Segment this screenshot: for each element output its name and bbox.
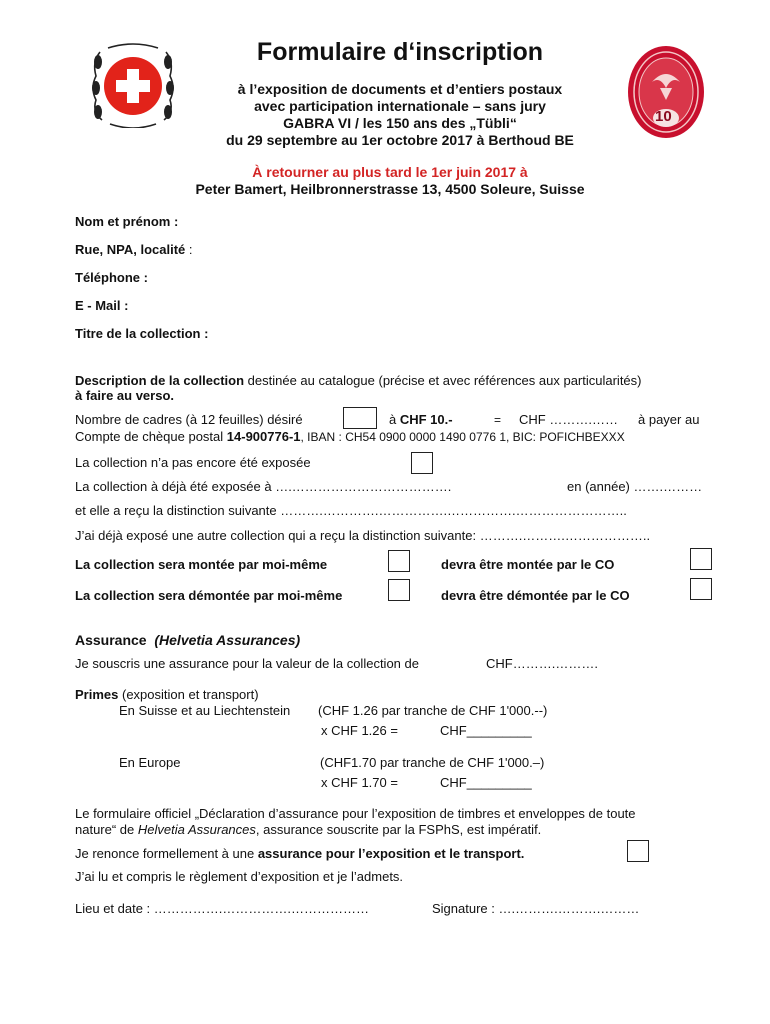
- frames-equals: =: [494, 413, 502, 427]
- frames-count-box[interactable]: [343, 407, 377, 429]
- ch-multiplier: x CHF 1.26 =: [321, 723, 398, 738]
- subtitle-line-2: avec participation internationale – sans jury: [254, 98, 546, 114]
- email-field-label: E - Mail :: [75, 298, 129, 313]
- description-bold: Description de la collection: [75, 373, 245, 388]
- street-field-label-text: Rue, NPA, localité: [75, 242, 186, 257]
- not-exposed-label: La collection n’a pas encore été exposée: [75, 455, 311, 470]
- street-field-colon: :: [185, 242, 193, 257]
- primes-bold: Primes: [75, 687, 119, 702]
- insurance-subscribe-label: Je souscris une assurance pour la valeur de la collection de: [75, 656, 419, 671]
- rules-acknowledgement: J’ai lu et compris le règlement d’exposition et je l’admets.: [75, 869, 404, 884]
- official-2b: Helvetia Assurances: [137, 822, 256, 837]
- unmount-co-label: devra être démontée par le CO: [441, 588, 630, 603]
- stamp-value: 10: [655, 108, 672, 125]
- mount-co-label: devra être montée par le CO: [441, 557, 615, 572]
- not-exposed-checkbox[interactable]: [411, 452, 433, 474]
- insurance-heading-text: Assurance: [75, 632, 147, 648]
- frames-label: Nombre de cadres (à 12 feuilles) désiré: [75, 412, 303, 427]
- renounce-b: assurance pour l’exposition et le transport.: [257, 846, 525, 861]
- ch-amount-field: CHF_________: [440, 723, 532, 738]
- primes-label: [75, 687, 259, 702]
- iban-bic: , IBAN : CH54 0900 0000 1490 0776 1, BIC: POFICHBEXXX: [300, 430, 625, 444]
- insurance-company: (Helvetia Assurances): [154, 632, 301, 648]
- form-title: Formulaire d‘inscription: [256, 38, 544, 66]
- eu-amount-field: CHF_________: [440, 775, 532, 790]
- description-line-2: à faire au verso.: [75, 388, 174, 403]
- primes-rest: (exposition et transport): [118, 687, 259, 702]
- name-field-label: Nom et prénom :: [75, 214, 179, 229]
- distinction-label: et elle a reçu la distinction suivante ……….………….…………….…………….……………………..: [75, 503, 627, 518]
- mount-co-checkbox[interactable]: [690, 548, 712, 570]
- other-collection-label: J’ai déjà exposé une autre collection qui a reçu la distinction suivante: ……….……….………………..: [75, 528, 651, 543]
- insurance-heading: [75, 632, 300, 648]
- unmount-co-checkbox[interactable]: [690, 578, 712, 600]
- official-2c: , assurance souscrite par la FSPhS, est impératif.: [255, 822, 542, 837]
- account-line: [75, 429, 625, 444]
- return-address: Peter Bamert, Heilbronnerstrasse 13, 4500 Soleure, Suisse: [195, 181, 585, 197]
- signature-field: Signature : ….……….……….………: [432, 901, 640, 916]
- renounce-label: [75, 846, 524, 861]
- frames-price: [389, 412, 453, 427]
- eu-label: En Europe: [119, 755, 181, 770]
- account-number: 14-900776-1: [226, 429, 301, 444]
- return-notice: À retourner au plus tard le 1er juin 2017 à: [252, 164, 528, 180]
- already-exposed-label: La collection à déjà été exposée à ….……………………………….: [75, 479, 452, 494]
- official-form-line-2: [75, 822, 541, 837]
- official-2a: nature“ de: [75, 822, 138, 837]
- place-date-field: Lieu et date : …………….…………….………………: [75, 901, 370, 916]
- frames-price-value: CHF 10.-: [399, 412, 453, 427]
- subtitle-line-4: du 29 septembre au 1er octobre 2017 à Berthoud BE: [226, 132, 574, 148]
- renounce-checkbox[interactable]: [627, 840, 649, 862]
- frames-pay-label: à payer au: [638, 412, 700, 427]
- collection-title-label: Titre de la collection :: [75, 326, 209, 341]
- mount-self-label: La collection sera montée par moi-même: [75, 557, 328, 572]
- mount-self-checkbox[interactable]: [388, 550, 410, 572]
- ch-rate: (CHF 1.26 par tranche de CHF 1'000.--): [318, 703, 548, 718]
- description-rest: destinée au catalogue (précise et avec références aux particularités): [244, 373, 642, 388]
- phone-field-label: Téléphone :: [75, 270, 148, 285]
- eu-multiplier: x CHF 1.70 =: [321, 775, 398, 790]
- frames-price-prefix: à: [389, 412, 400, 427]
- subtitle-line-1: à l’exposition de documents et d’entiers postaux: [237, 81, 563, 97]
- description-line-1: [75, 373, 642, 388]
- ch-label: En Suisse et au Liechtenstein: [119, 703, 291, 718]
- unmount-self-checkbox[interactable]: [388, 579, 410, 601]
- street-field-label: [75, 242, 193, 257]
- subtitle-line-3: GABRA VI / les 150 ans des „Tübli“: [283, 115, 517, 131]
- official-form-line-1: Le formulaire officiel „Déclaration d’assurance pour l’exposition de timbres et enveloppes de toute: [75, 806, 636, 821]
- account-prefix: Compte de chèque postal: [75, 429, 227, 444]
- unmount-self-label: La collection sera démontée par moi-même: [75, 588, 343, 603]
- renounce-a: Je renonce formellement à une: [75, 846, 258, 861]
- exposed-year-field: en (année) …….………: [567, 479, 703, 494]
- frames-total-field: CHF ……….……: [519, 412, 618, 427]
- insurance-value-field: CHF……….……….: [486, 656, 598, 671]
- eu-rate: (CHF1.70 par tranche de CHF 1'000.–): [320, 755, 545, 770]
